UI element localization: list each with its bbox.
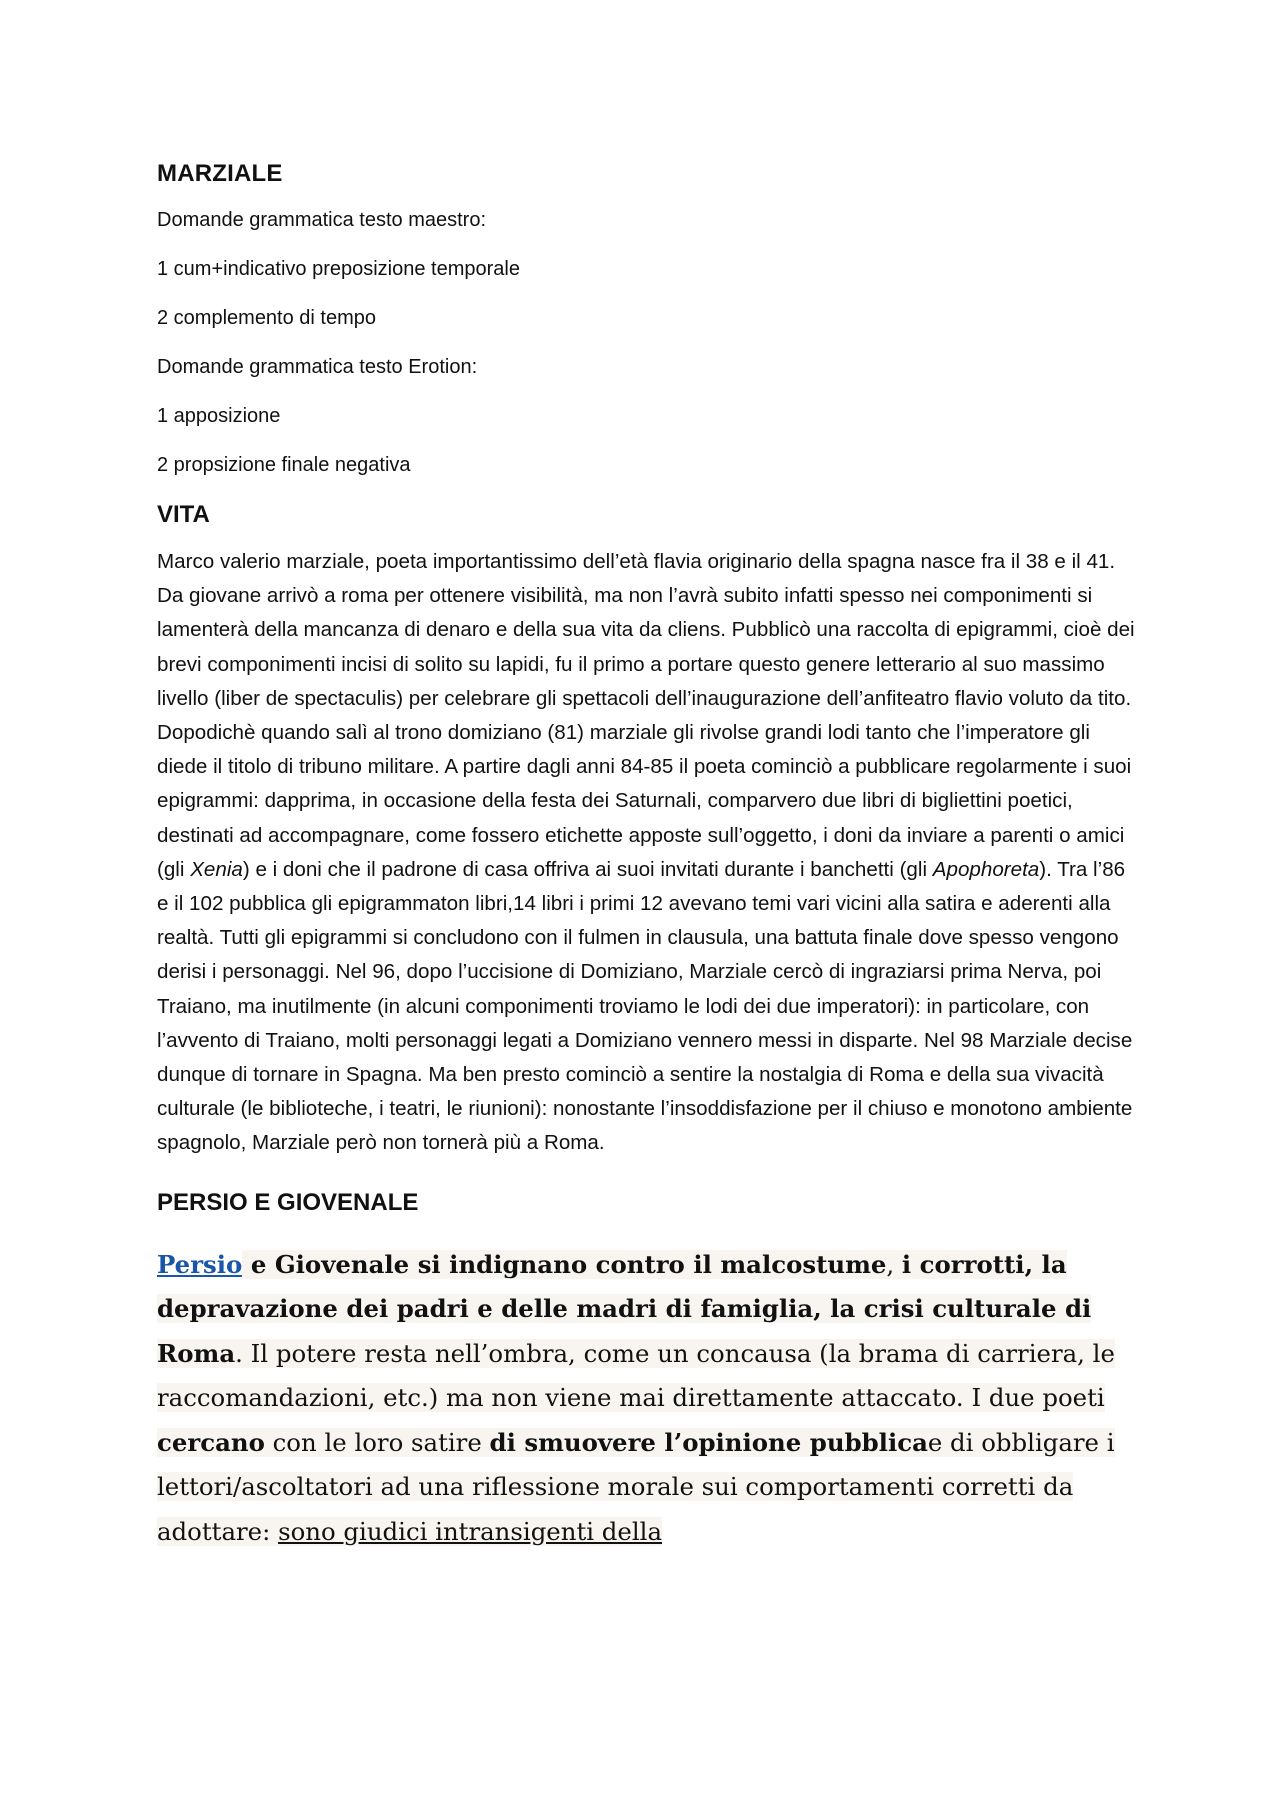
persio-bold-3: cercano	[157, 1427, 265, 1457]
heading-vita: VITA	[157, 501, 210, 528]
persio-text-1: ,	[886, 1249, 902, 1279]
persio-text-2: . Il potere resta nell’ombra, come un concausa (la brama di carriera, le raccomandazioni, etc.) ma non viene mai direttamente attaccato. I due poeti	[157, 1338, 1115, 1413]
persio-bold-2: i corrotti, la depravazione dei padri e delle madri di famiglia, la crisi culturale di Roma	[157, 1249, 1092, 1368]
vita-text-3: ). Tra l’86 e il 102 pubblica gli epigrammaton libri,14 libri i primi 12 avevano temi vari vicini alla satira e aderenti alla realtà. Tutti gli epigrammi si concludono con il fulmen in clausula, una battuta finale dove spesso vengono derisi i personaggi. Nel 96, dopo l’uccisione di Domiziano, Marziale cercò di ingraziarsi prima Nerva, poi Traiano, ma inutilmente (in alcuni componimenti troviamo le lodi dei due imperatori): in particolare, con l’avvento di Traiano, molti personaggi legati a Domiziano vennero messi in disparte. Nel 98 Marziale decise dunque di tornare in Spagna. Ma ben presto cominciò a sentire la nostalgia di Roma e della sua vivacità culturale (le biblioteche, i teatri, le riunioni): nonostante l’insoddisfazione per il chiuso e monotono ambiente spagnolo, Marziale però non tornerà più a Roma.	[157, 857, 1133, 1155]
heading-persio-giovenale: PERSIO E GIOVENALE	[157, 1188, 419, 1216]
persio-link[interactable]: Persio	[157, 1249, 243, 1279]
persio-bold-1: e Giovenale si indignano contro il malcostume	[242, 1249, 887, 1279]
text-line: Domande grammatica testo maestro:	[157, 209, 487, 231]
text-line: 1 apposizione	[157, 405, 281, 427]
vita-apophoreta: Apophoreta	[932, 857, 1040, 881]
vita-paragraph	[157, 545, 1137, 1161]
persio-text-3: con le loro satire	[264, 1427, 490, 1457]
persio-text-4: e di obbligare i lettori/ascoltatori ad una riflessione morale sui comportamenti corretti da adottare:	[157, 1427, 1115, 1546]
vita-xenia: Xenia	[190, 857, 243, 881]
vita-text-1: Marco valerio marziale, poeta importantissimo dell’età flavia originario della spagna nasce fra il 38 e il 41. Da giovane arrivò a roma per ottenere visibilità, ma non l’avrà subito infatti spesso nei componimenti si lamenterà della mancanza di denaro e della sua vita da cliens. Pubblicò una raccolta di epigrammi, cioè dei brevi componimenti incisi di solito su lapidi, fu il primo a portare questo genere letterario al suo massimo livello (liber de spectaculis) per celebrare gli spettacoli dell’inaugurazione dell’anfiteatro flavio voluto da tito. Dopodichè quando salì al trono domiziano (81) marziale gli rivolse grandi lodi tanto che l’imperatore gli diede il titolo di tribuno militare. A partire dagli anni 84-85 il poeta cominciò a pubblicare regolarmente i suoi epigrammi: dapprima, in occasione della festa dei Saturnali, comparvero due libri di bigliettini poetici, destinati ad accompagnare, come fossero etichette apposte sull’oggetto, i doni da inviare a parenti o amici (gli	[157, 550, 1135, 881]
text-line: 2 complemento di tempo	[157, 307, 377, 329]
document-body	[157, 160, 1137, 1554]
persio-underlined-1: sono giudici intransigenti della	[278, 1516, 663, 1546]
text-line: 1 cum+indicativo preposizione temporale	[157, 258, 520, 280]
heading-marziale: MARZIALE	[157, 160, 283, 187]
text-line: 2 propsizione finale negativa	[157, 454, 411, 476]
text-line: Domande grammatica testo Erotion:	[157, 356, 478, 378]
vita-text-2: ) e i doni che il padrone di casa offriva ai suoi invitati durante i banchetti (gli	[242, 857, 933, 881]
persio-bold-4: di smuovere l’opinione pubblica	[489, 1427, 928, 1457]
persio-paragraph	[157, 1243, 1147, 1555]
